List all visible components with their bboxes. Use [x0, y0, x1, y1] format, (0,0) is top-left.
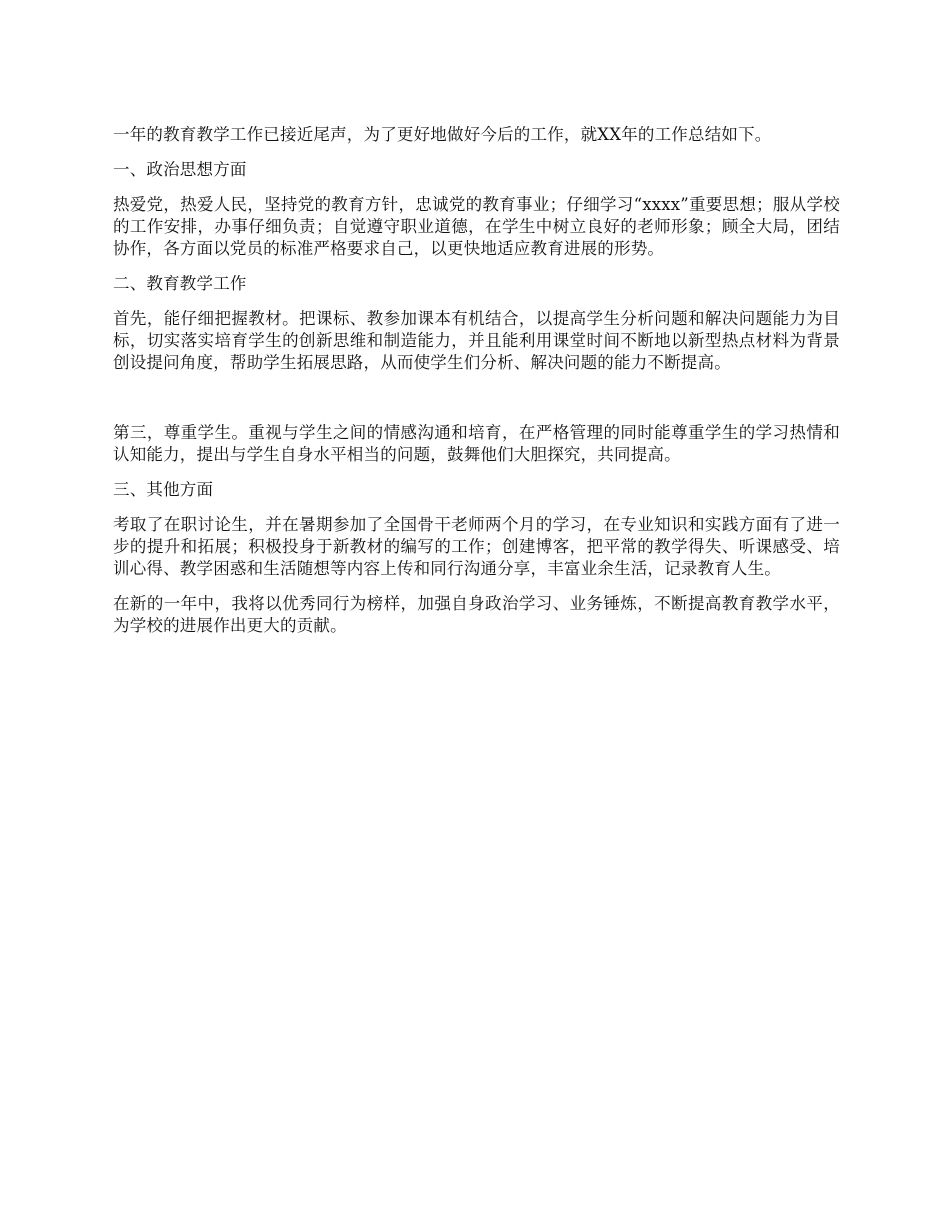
section-heading-other: 三、其他方面 — [113, 480, 214, 499]
respect-students-paragraph: 第三，尊重学生。重视与学生之间的情感沟通和培育，在严格管理的同时能尊重学生的学习热情和认知能力，提出与学生自身水平相当的问题，鼓舞他们大胆探究，共同提高。 — [113, 423, 840, 464]
intro-paragraph: 一年的教育教学工作已接近尾声，为了更好地做好今后的工作，就XX年的工作总结如下。 — [113, 125, 772, 144]
section-heading-politics: 一、政治思想方面 — [113, 160, 247, 179]
closing-paragraph: 在新的一年中，我将以优秀同行为榜样，加强自身政治学习、业务锤炼，不断提高教育教学水平，为学校的进展作出更大的贡献。 — [113, 594, 840, 635]
politics-paragraph: 热爱党，热爱人民，坚持党的教育方针，忠诚党的教育事业；仔细学习“xxxx”重要思想；服从学校的工作安排，办事仔细负责；自觉遵守职业道德，在学生中树立良好的老师形象；顾全大局，团结协作，各方面以党员的标准严格要求自己，以更快地适应教育进展的形势。 — [113, 195, 840, 258]
blank-gap — [113, 387, 840, 422]
document-body — [113, 124, 840, 650]
teaching-paragraph: 首先，能仔细把握教材。把课标、教参加课本有机结合，以提高学生分析问题和解决问题能力为目标，切实落实培育学生的创新思维和制造能力，并且能利用课堂时间不断地以新型热点材料为背景创设提问角度，帮助学生拓展思路，从而使学生们分析、解决问题的能力不断提高。 — [113, 309, 840, 372]
section-heading-teaching: 二、教育教学工作 — [113, 274, 247, 293]
other-paragraph: 考取了在职讨论生，并在暑期参加了全国骨干老师两个月的学习，在专业知识和实践方面有了进一步的提升和拓展；积极投身于新教材的编写的工作；创建博客，把平常的教学得失、听课感受、培训心得、教学困惑和生活随想等内容上传和同行沟通分享，丰富业余生活，记录教育人生。 — [113, 515, 840, 578]
